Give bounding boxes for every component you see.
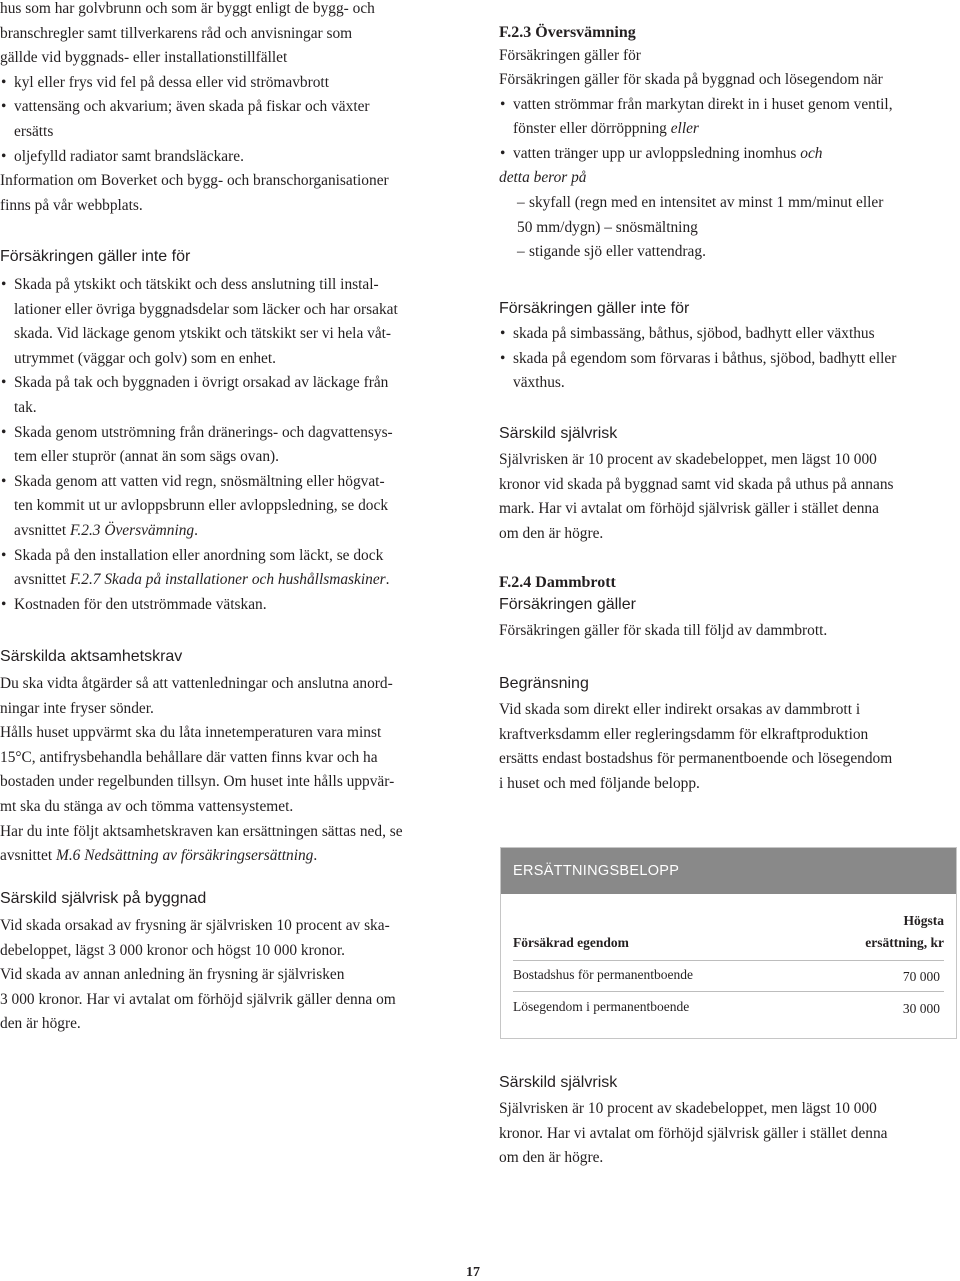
body-text: kronor vid skada på byggnad samt vid skada på uthus på annans [499, 475, 894, 493]
table-divider [513, 960, 944, 961]
list-item: – skyfall (regn med en intensitet av minst 1 mm/minut eller [499, 191, 955, 216]
body-text: Vid skada orsakad av frysning är självrisken 10 procent av ska- [0, 917, 390, 934]
body-text: mt ska du stänga av och tömma vattensystemet. [0, 797, 294, 815]
care-section [0, 646, 462, 869]
not-covered-section [0, 246, 462, 617]
table-row [513, 998, 944, 1016]
body-text: om den är högre. [499, 524, 604, 542]
body-text: ersätts endast bostadshus för permanentboende och lösegendom [499, 750, 893, 768]
body-text: debeloppet, lägst 3 000 kronor och högst 10 000 kronor. [0, 941, 345, 959]
body-text: Självrisken är 10 procent av skadebeloppet, men lägst 10 000 [499, 451, 877, 468]
body-text: avsnittet M.6 Nedsättning av försäkringsersättning. [0, 847, 318, 865]
body-text: Vid skada som direkt eller indirekt orsakas av dammbrott i [499, 701, 861, 718]
body-text: bostaden under regelbunden tillsyn. Om huset inte hålls uppvär- [0, 773, 395, 791]
table-row [513, 966, 944, 984]
section-title: F.2.4 Dammbrott [499, 574, 616, 591]
table-title: ERSÄTTNINGSBELOPP [501, 848, 956, 894]
flood-not-section [499, 298, 955, 396]
section-heading: Särskild självrisk [499, 425, 618, 442]
list-item: • Skada på den installation eller anordning som läckt, se dock avsnittet F.2.7 Skada på installationer och hushållsmaskiner. [0, 544, 462, 593]
section-title: F.2.3 Översvämning [499, 24, 636, 41]
section-reference: M.6 Nedsättning av försäkringsersättning [56, 847, 314, 865]
body-text: i huset och med följande belopp. [499, 774, 700, 792]
list-item: – stigande sjö eller vattendrag. [499, 240, 955, 265]
info-text: Information om Boverket och bygg- och branschorganisationer [0, 172, 389, 190]
section-heading: Försäkringen gäller för [499, 47, 641, 64]
body-text: 15°C, antifrysbehandla behållare där vatten finns kvar och ha [0, 748, 378, 766]
body-text: mark. Har vi avtalat om förhöjd självrisk gäller i stället denna [499, 500, 879, 518]
limit-section [499, 673, 955, 796]
intro-line: hus som har golvbrunn och som är byggt enligt de bygg- och [0, 0, 375, 17]
body-text: Vid skada av annan anledning än frysning är självrisken [0, 966, 345, 984]
dam-section [499, 572, 955, 644]
section-heading: Särskild självrisk på byggnad [0, 890, 207, 907]
list-item: • skada på simbassäng, båthus, sjöbod, badhytt eller växthus [499, 322, 955, 347]
body-text: Hålls huset uppvärmt ska du låta innetemperaturen vara minst [0, 724, 382, 742]
body-text: 3 000 kronor. Har vi avtalat om förhöjd självrik gäller denna om [0, 990, 396, 1008]
list-item: • Skada på ytskikt och tätskikt och dess anslutning till instal- lationer eller övriga byggnadsdelar som läcker och har orsakat skada. Vid läckage genom ytskikt och tätskikt ser vi hela våt- utrymmet (väggar och golv) som en enhet. [0, 273, 462, 371]
building-deductible-section [0, 888, 462, 1037]
list-item: • Skada genom att vatten vid regn, snösmältning eller högvat- ten kommit ut ur avloppsbrunn eller avloppsledning, se dock avsnittet F.2.3 Översvämning. [0, 470, 462, 544]
body-text: Du ska vidta åtgärder så att vattenledningar och anslutna anord- [0, 675, 393, 692]
flood-section [499, 22, 955, 265]
body-text: 50 mm/dygn) – snösmältning [517, 218, 698, 236]
column-header: Försäkrad egendom [513, 935, 629, 950]
list-item: • vatten tränger upp ur avloppsledning inomhus och [499, 142, 955, 167]
section-heading: Begränsning [499, 675, 589, 692]
page-number: 17 [466, 1265, 480, 1280]
section-heading: Försäkringen gäller [499, 596, 636, 613]
intro-block [0, 0, 462, 218]
info-text: finns på vår webbplats. [0, 196, 143, 214]
list-item: • oljefylld radiator samt brandsläckare. [0, 145, 462, 170]
table-cell: 30 000 [902, 1001, 940, 1016]
compensation-table [500, 847, 957, 1039]
list-item: • kyl eller frys vid fel på dessa eller vid strömavbrott [0, 71, 462, 96]
body-text: ningar inte fryser sönder. [0, 699, 154, 717]
body-text: den är högre. [0, 1015, 81, 1033]
list-item: • Skada genom utströmning från dränerings- och dagvattensys- tem eller stuprör (annat än som sägs ovan). [0, 421, 462, 470]
body-text: Försäkringen gäller för skada till följd av dammbrott. [499, 622, 828, 639]
body-text: kraftverksdamm eller regleringsdamm för elkraftproduktion [499, 725, 869, 743]
conjunction: och [800, 144, 823, 162]
section-reference: F.2.3 Översvämning [70, 521, 195, 539]
column-header: Högsta ersättning, kr [865, 913, 944, 950]
list-item: • vatten strömmar från markytan direkt in i huset genom ventil, fönster eller dörröppning eller [499, 93, 955, 142]
body-text: detta beror på [499, 169, 587, 187]
table-cell: 70 000 [902, 969, 940, 984]
table-cell: Lösegendom i permanentboende [513, 999, 690, 1014]
body-text: Försäkringen gäller för skada på byggnad och lösegendom när [499, 71, 883, 88]
section-reference: F.2.7 Skada på installationer och hushållsmaskiner [70, 571, 386, 589]
list-item: • skada på egendom som förvaras i båthus, sjöbod, badhytt eller växthus. [499, 347, 955, 396]
section-heading: Särskild självrisk [499, 1074, 618, 1091]
body-text: kronor. Har vi avtalat om förhöjd självrisk gäller i stället denna [499, 1124, 888, 1142]
section-heading: Försäkringen gäller inte för [499, 300, 690, 317]
body-text: Har du inte följt aktsamhetskraven kan ersättningen sättas ned, se [0, 822, 403, 840]
list-item: • vattensäng och akvarium; även skada på fiskar och växter ersätts [0, 95, 462, 144]
intro-line: branschregler samt tillverkarens råd och anvisningar som [0, 24, 353, 42]
body-text: om den är högre. [499, 1149, 604, 1167]
body-text: Självrisken är 10 procent av skadebeloppet, men lägst 10 000 [499, 1100, 877, 1117]
conjunction: eller [670, 120, 699, 138]
table-cell: Bostadshus för permanentboende [513, 967, 693, 982]
list-item: • Kostnaden för den utströmmade vätskan. [0, 593, 462, 618]
table-divider [513, 991, 944, 992]
dam-deductible-section [499, 1072, 955, 1171]
section-heading: Försäkringen gäller inte för [0, 248, 191, 265]
intro-line: gällde vid byggnads- eller installationstillfället [0, 49, 288, 67]
list-item: • Skada på tak och byggnaden i övrigt orsakad av läckage från tak. [0, 371, 462, 420]
section-heading: Särskilda aktsamhetskrav [0, 648, 183, 665]
flood-deductible-section [499, 423, 955, 546]
